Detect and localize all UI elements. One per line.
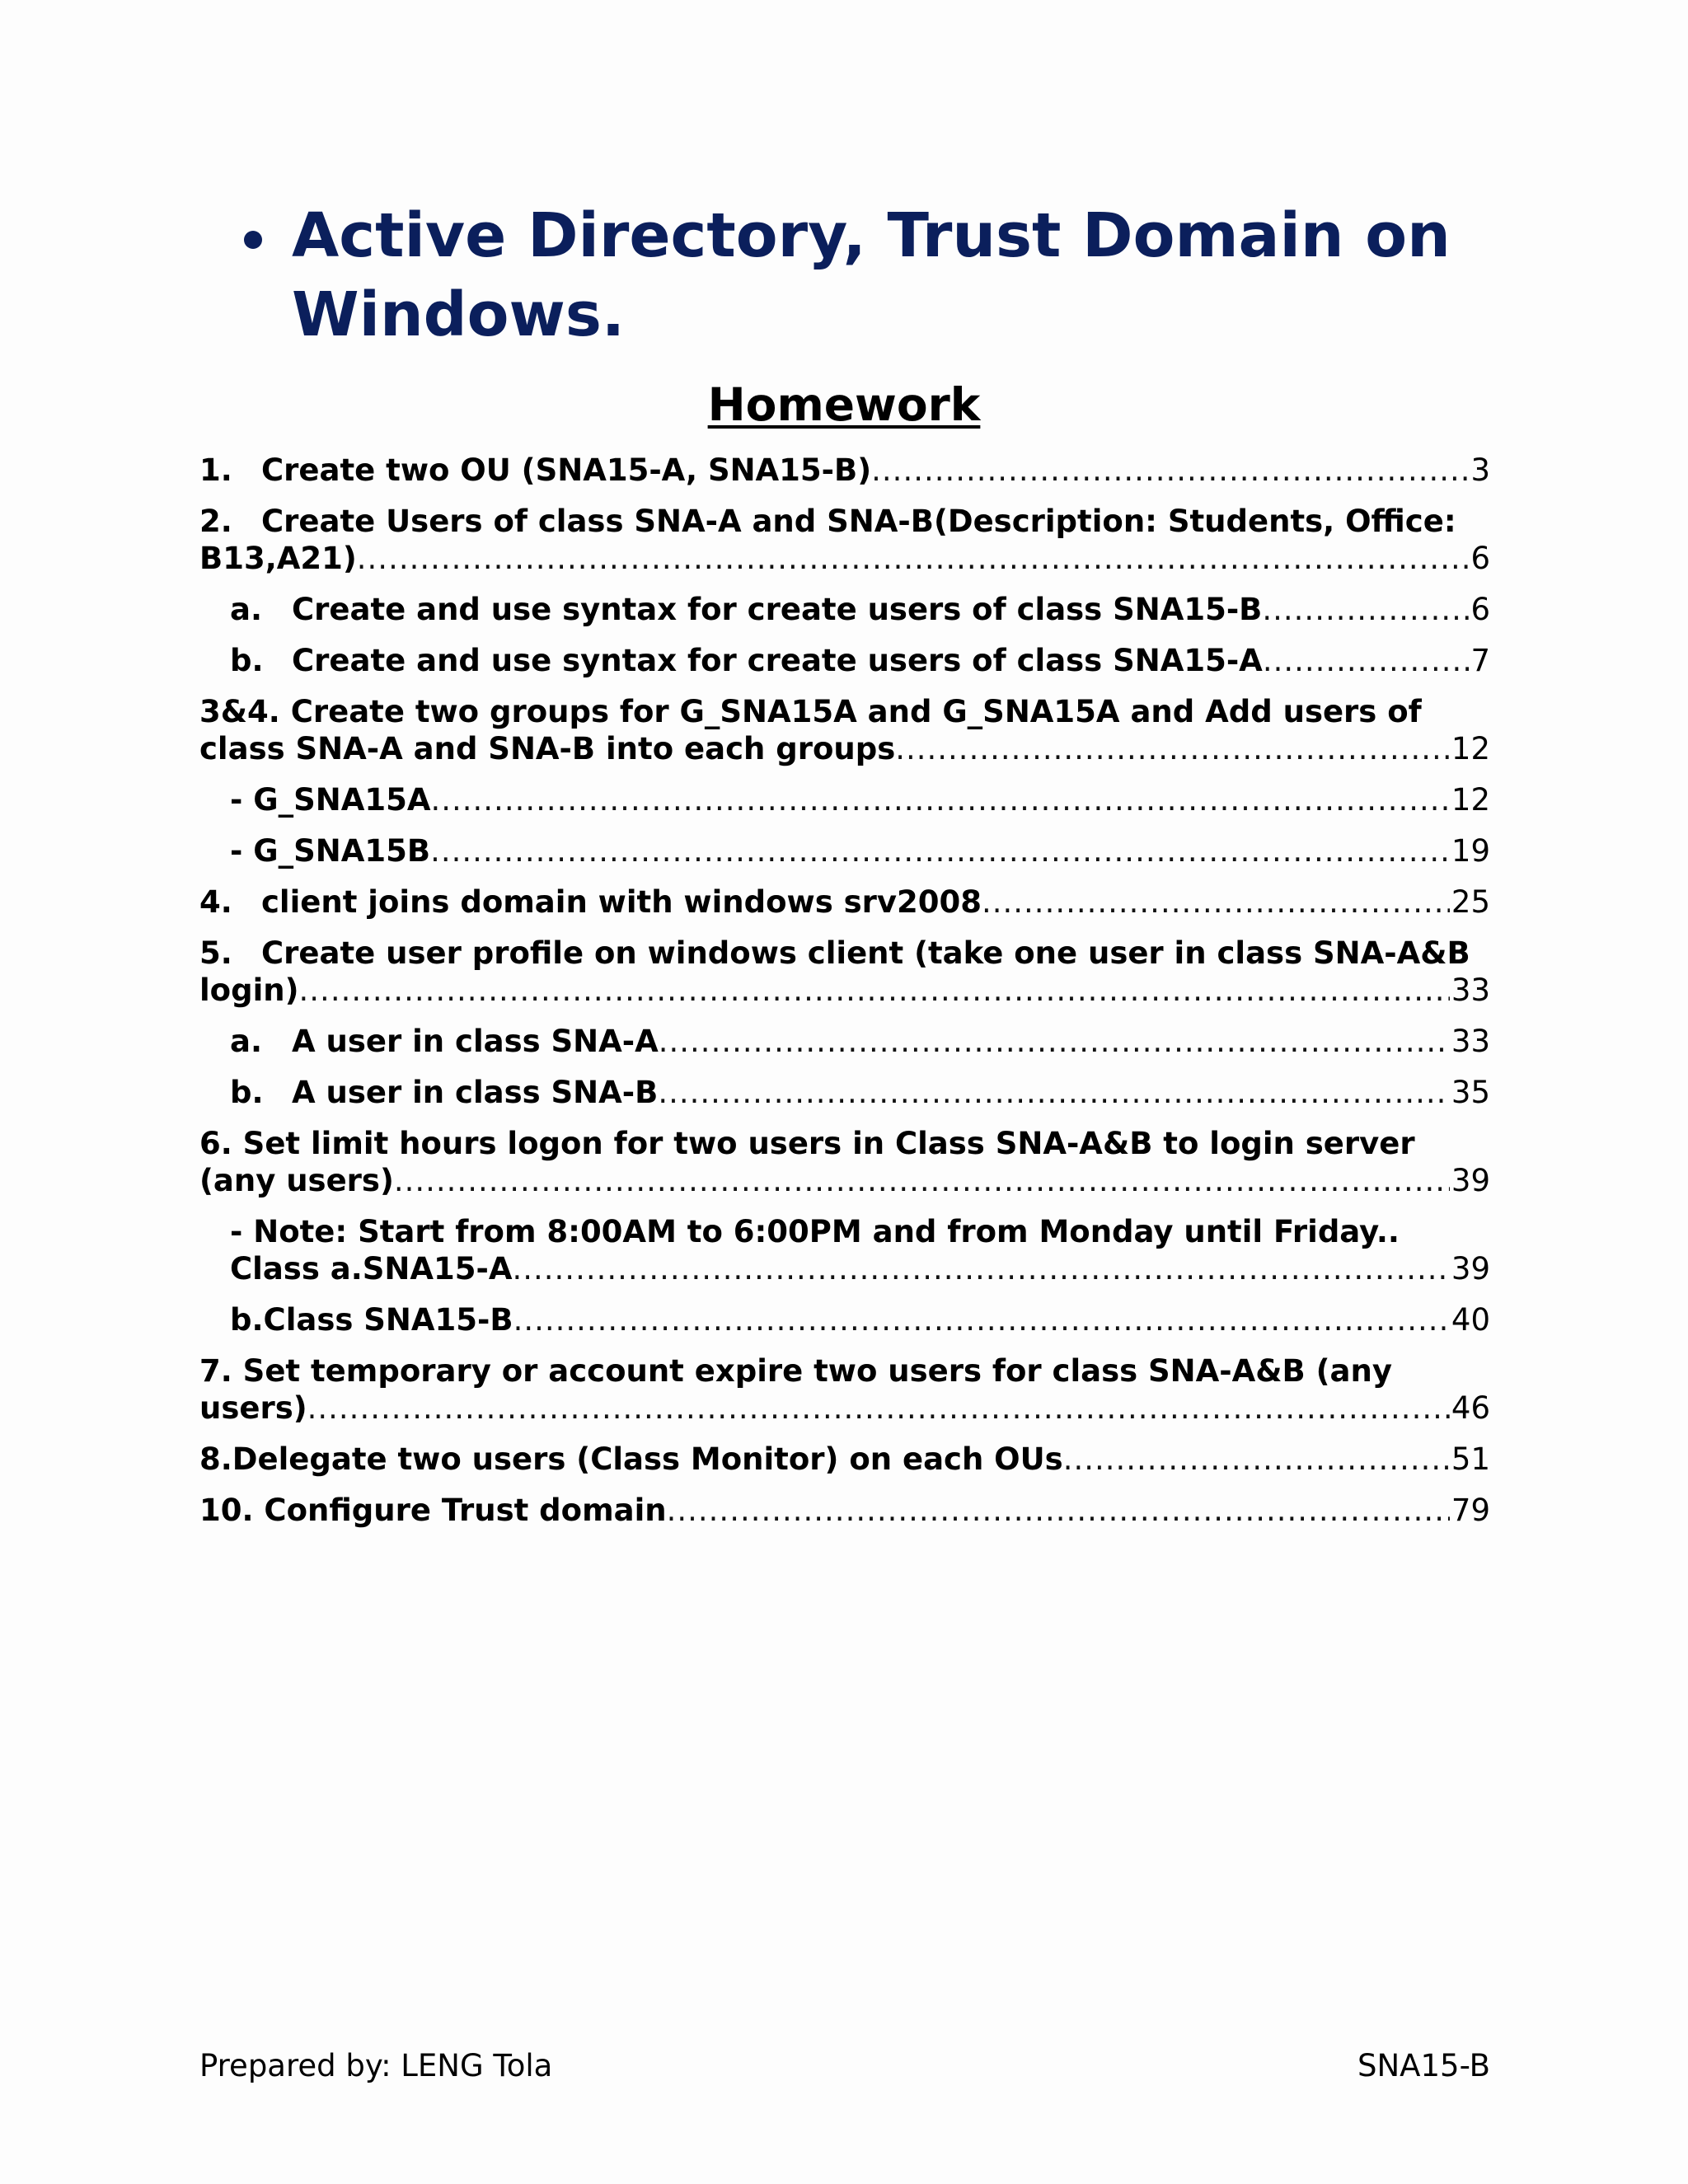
toc-entry-text	[230, 1023, 659, 1060]
toc-entry-text	[230, 1250, 513, 1287]
toc-entry-text	[199, 883, 982, 921]
toc-page-number: 40	[1451, 1302, 1490, 1338]
toc-entry[interactable]	[199, 1441, 1490, 1478]
toc-entry-title: Class a.SNA15-A	[230, 1251, 513, 1286]
toc-page-number: 7	[1470, 643, 1490, 678]
toc-page-number: 46	[1451, 1390, 1490, 1426]
toc-entry-line1: Create Users of class SNA-A and SNA-B(Description: Students, Office:	[261, 504, 1456, 539]
dot-leader	[513, 1301, 1450, 1338]
toc-entry-text-line1	[199, 1125, 1490, 1162]
toc-entry-title: client joins domain with windows srv2008	[261, 884, 982, 920]
toc-entry[interactable]	[199, 1023, 1490, 1060]
toc-entry-number: a.	[230, 1024, 263, 1059]
toc-entry-text	[199, 972, 299, 1009]
toc-page-number: 6	[1470, 541, 1490, 576]
toc-entry-title: 8.Delegate two users (Class Monitor) on each OUs	[199, 1441, 1063, 1477]
toc-entry-title: b.Class SNA15-B	[230, 1302, 513, 1338]
toc-entry-text	[230, 642, 1263, 679]
toc-entry-text-line1	[199, 935, 1490, 972]
toc-entry-text	[199, 730, 895, 767]
toc-entry-text	[199, 1492, 667, 1529]
toc-page-number: 79	[1451, 1493, 1490, 1528]
dot-leader	[1063, 1441, 1450, 1478]
toc-page-number: 6	[1470, 592, 1490, 627]
toc-entry-line1: 3&4. Create two groups for G_SNA15A and G_SNA15A and Add users of	[199, 694, 1422, 729]
toc-entry-text	[199, 540, 357, 577]
toc-entry-title: Create two OU (SNA15-A, SNA15-B)	[261, 452, 872, 488]
toc-entry-number: 1.	[199, 452, 232, 488]
dot-leader	[871, 452, 1469, 489]
dot-leader	[513, 1250, 1450, 1287]
toc-entry-text	[230, 832, 430, 869]
table-of-contents	[199, 452, 1490, 1543]
toc-entry-line1: 7. Set temporary or account expire two users for class SNA-A&B (any	[199, 1353, 1392, 1389]
toc-entry-number: 2.	[199, 504, 232, 539]
dot-leader	[895, 730, 1450, 767]
dot-leader	[394, 1162, 1450, 1199]
dot-leader	[659, 1023, 1450, 1060]
toc-entry-line1: 6. Set limit hours logon for two users in Class SNA-A&B to login server	[199, 1126, 1415, 1161]
toc-entry-text-line1	[199, 503, 1490, 540]
toc-entry[interactable]	[199, 883, 1490, 921]
toc-entry[interactable]	[199, 693, 1490, 767]
toc-entry-number: 4.	[199, 884, 232, 920]
toc-page-number: 39	[1451, 1163, 1490, 1198]
dot-leader	[430, 832, 1450, 869]
homework-heading: Homework	[707, 378, 981, 431]
toc-entry-title: users)	[199, 1390, 307, 1426]
toc-page-number: 33	[1451, 972, 1490, 1008]
toc-entry-text-line1	[199, 1352, 1490, 1390]
toc-entry[interactable]	[199, 1492, 1490, 1529]
dot-leader	[658, 1074, 1450, 1111]
toc-entry-text	[230, 1074, 658, 1111]
toc-entry-title: Create and use syntax for create users of class SNA15-A	[292, 643, 1263, 678]
toc-entry-title: login)	[199, 972, 299, 1008]
toc-entry-text-line1	[199, 693, 1490, 730]
toc-page-number: 33	[1451, 1024, 1490, 1059]
toc-entry[interactable]	[199, 503, 1490, 577]
toc-entry-title: B13,A21)	[199, 541, 357, 576]
toc-entry-text	[230, 1301, 513, 1338]
toc-entry[interactable]	[199, 832, 1490, 869]
toc-entry-title: (any users)	[199, 1163, 394, 1198]
toc-entry-line1: Create user profile on windows client (take one user in class SNA-A&B	[261, 935, 1470, 971]
toc-entry[interactable]	[199, 935, 1490, 1009]
toc-entry-title: - G_SNA15B	[230, 833, 431, 869]
toc-entry[interactable]	[199, 591, 1490, 628]
toc-entry-text	[230, 781, 430, 818]
toc-entry-line1: - Note: Start from 8:00AM to 6:00PM and from Monday until Friday..	[230, 1214, 1400, 1249]
toc-entry-number: b.	[230, 1075, 264, 1110]
toc-entry[interactable]	[199, 1074, 1490, 1111]
toc-entry-text	[199, 452, 871, 489]
dot-leader	[1263, 642, 1470, 679]
toc-entry-text	[199, 1441, 1063, 1478]
dot-leader	[1262, 591, 1469, 628]
dot-leader	[299, 972, 1450, 1009]
toc-entry[interactable]	[199, 1352, 1490, 1427]
toc-page-number: 51	[1451, 1441, 1490, 1477]
toc-page-number: 19	[1451, 833, 1490, 869]
toc-entry-number: b.	[230, 643, 264, 678]
toc-entry[interactable]	[199, 1125, 1490, 1199]
toc-page-number: 12	[1451, 731, 1490, 766]
toc-entry[interactable]	[199, 781, 1490, 818]
toc-page-number: 35	[1451, 1075, 1490, 1110]
toc-page-number: 3	[1470, 452, 1490, 488]
toc-entry-number: 5.	[199, 935, 232, 971]
toc-entry-title: A user in class SNA-A	[292, 1024, 659, 1059]
footer-class: SNA15-B	[1357, 2048, 1490, 2083]
toc-page-number: 25	[1451, 884, 1490, 920]
document-title: Active Directory, Trust Domain on Windows.	[292, 200, 1451, 350]
footer-author: Prepared by: LENG Tola	[199, 2048, 553, 2083]
dot-leader	[307, 1390, 1450, 1427]
toc-entry-text	[199, 1162, 394, 1199]
toc-entry-title: class SNA-A and SNA-B into each groups	[199, 731, 896, 766]
bullet-icon	[244, 231, 262, 249]
toc-entry-text	[199, 1390, 307, 1427]
toc-entry-title: A user in class SNA-B	[292, 1075, 659, 1110]
dot-leader	[982, 883, 1450, 921]
toc-page-number: 12	[1451, 782, 1490, 818]
toc-entry-text-line1	[230, 1213, 1490, 1250]
toc-entry-title: 10. Configure Trust domain	[199, 1493, 667, 1528]
toc-entry-number: a.	[230, 592, 263, 627]
dot-leader	[357, 540, 1470, 577]
toc-entry-title: Create and use syntax for create users of class SNA15-B	[292, 592, 1263, 627]
dot-leader	[430, 781, 1449, 818]
toc-entry[interactable]	[199, 642, 1490, 679]
toc-entry-title: - G_SNA15A	[230, 782, 431, 818]
toc-entry-text	[230, 591, 1262, 628]
toc-page-number: 39	[1451, 1251, 1490, 1286]
toc-entry[interactable]	[199, 1213, 1490, 1287]
toc-entry[interactable]	[199, 452, 1490, 489]
title-block	[244, 196, 1530, 354]
toc-entry[interactable]	[199, 1301, 1490, 1338]
dot-leader	[667, 1492, 1450, 1529]
